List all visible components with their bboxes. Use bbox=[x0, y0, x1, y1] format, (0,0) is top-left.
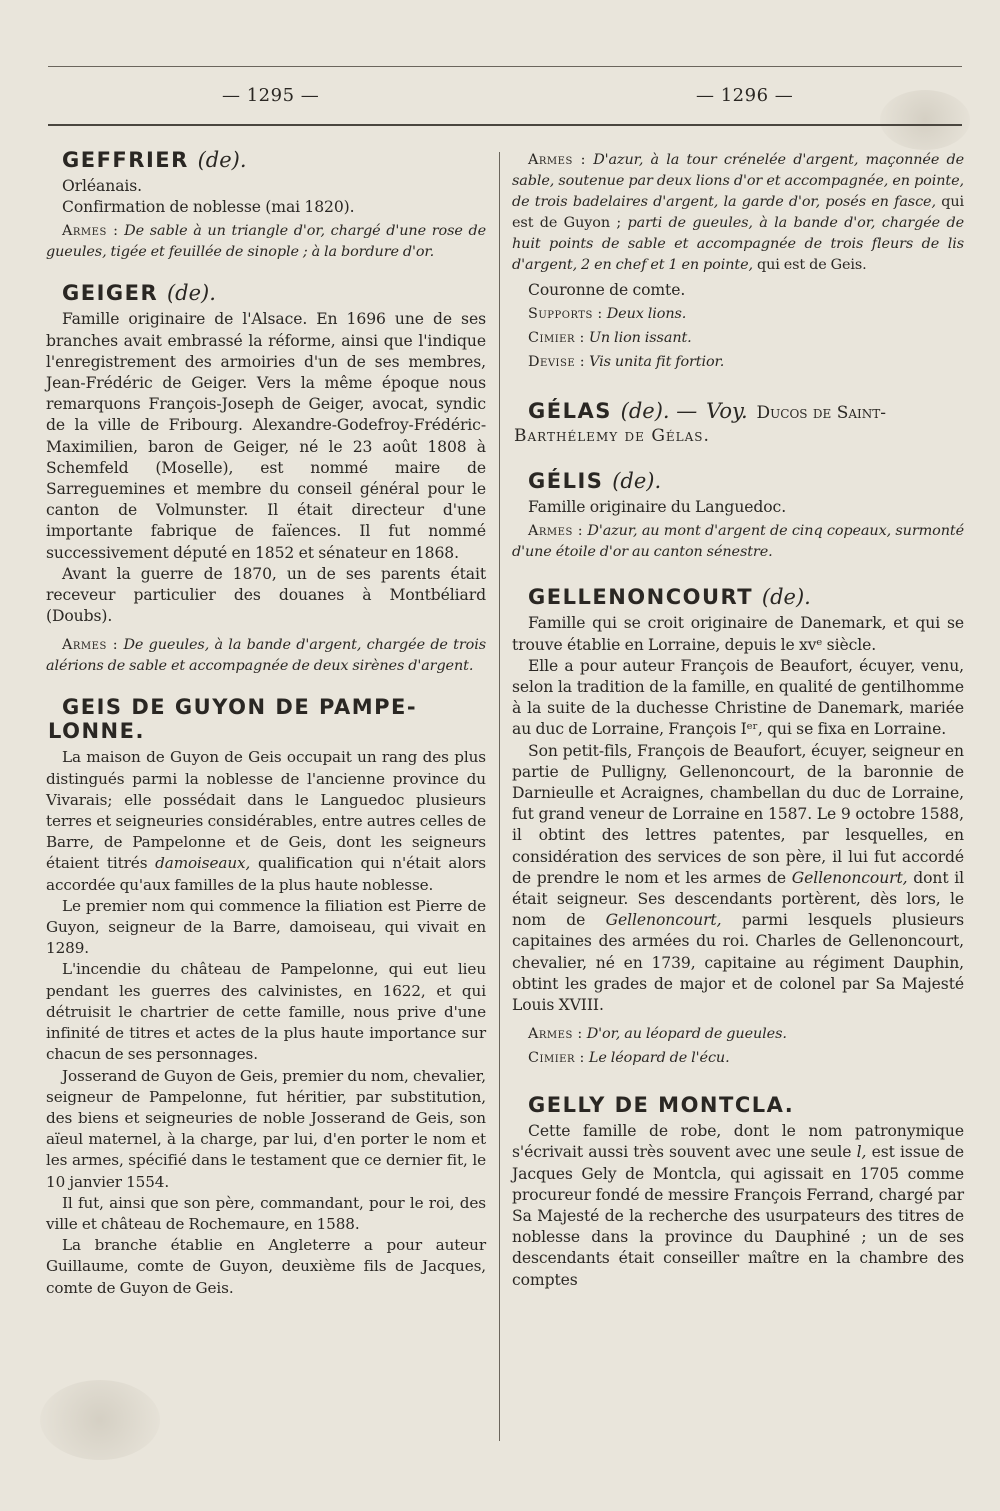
body-paragraph: La branche établie en Angleterre a pour auteur Guillaume, comte de Guyon, deuxième fils de Jacques, comte de Guyon de Geis. bbox=[46, 1236, 486, 1297]
devise-line bbox=[512, 352, 964, 373]
body-text: qualification qui n'était alors accordée qu'aux familles de la plus haute noblesse. bbox=[46, 854, 486, 894]
entry-gelas bbox=[512, 399, 964, 447]
page-number-left: — 1295 — bbox=[222, 85, 320, 106]
entry-name-line2: LONNE. bbox=[48, 719, 145, 744]
body-text: dont il était seigneur. Ses descendants portèrent, dès lors, le nom de bbox=[512, 868, 964, 930]
body-paragraph: Elle a pour auteur François de Beaufort, écuyer, venu, selon la tradition de la famille, en qualité de gentilhomme à la suite de la duchesse Christine de Danemark, mariée au duc de Lorraine, François Iᵉʳ, qui se fixa en Lorraine. bbox=[512, 656, 964, 739]
armes-paragraph bbox=[512, 521, 964, 563]
body-paragraph: Josserand de Guyon de Geis, premier du nom, chevalier, seigneur de Pampelonne, fut héritier, par substitution, des biens et seigneuries de noble Josserand de Geis, son aïeul maternel, à la charge, par lui, d'en porter le nom et les armes, spécifié dans le testament que ce dernier fit, le 10 janvier 1554. bbox=[46, 1066, 486, 1191]
entry-geis-continued bbox=[512, 150, 964, 373]
armes-text: D'or, au léopard de gueules. bbox=[586, 1026, 787, 1043]
entry-title bbox=[528, 469, 964, 493]
body-paragraph: Il fut, ainsi que son père, commandant, pour le roi, des ville et château de Rochemaure, en 1588. bbox=[46, 1193, 486, 1233]
body-italic: Gellenoncourt, bbox=[791, 868, 908, 887]
body-text: parmi lesquels plusieurs capitaines des armées du roi. Charles de Gellenoncourt, chevalier, né en 1739, capitaine au régiment Dauphin, obtint les grades de major et de colonel par Sa Majesté Louis XVIII. bbox=[512, 911, 965, 1015]
body-text: est issue de Jacques Gely de Montcla, qui agissait en 1705 comme procureur fondé de messire François Ferrand, chargé par Sa Majesté de la recherche des usurpateurs des titres de noblesse dans la province du Dauphiné ; un de ses descendants était conseiller maître en la chambre des comptes bbox=[512, 1143, 965, 1289]
entry-geis-de-guyon bbox=[46, 695, 486, 1298]
body-paragraph: Avant la guerre de 1870, un de ses parents était receveur particulier des douanes à Montbéliard (Doubs). bbox=[46, 564, 486, 626]
armes-text: parti de gueules, à la bande d'or, chargée de huit points de sable et accompagnée de trois fleurs de lis d'argent, 2 en chef et 1 en pointe, bbox=[512, 215, 964, 273]
entry-name: GÉLIS bbox=[528, 469, 604, 494]
cimier-line bbox=[512, 1048, 964, 1069]
armes-label: Armes : bbox=[62, 637, 119, 654]
entry-name-line1: GEIS DE GUYON DE PAMPE- bbox=[62, 695, 418, 720]
armes-label: Armes : bbox=[62, 223, 119, 240]
body-text: Son petit-fils, François de Beaufort, écuyer, seigneur en partie de Pulligny, Gellenoncourt, de la baronnie de Darnieulle et Acraignes, chambellan du duc de Lorraine, fut grand veneur de Lorraine en 1587. Le 9 octobre 1588, il obtint des lettres patentes, par lesquelles, en considération des services de son père, il lui fut accordé de prendre le nom et les armes de bbox=[512, 741, 964, 887]
entry-name: GELLY DE MONTCLA. bbox=[528, 1093, 795, 1118]
cross-reference: Ducos de Saint- bbox=[756, 403, 887, 424]
body-paragraph: L'incendie du château de Pampelonne, qui eut lieu pendant les guerres des calvinistes, en 1622, et qui détruisit le chartrier de cette famille, nous prive d'une infinité de titres et actes de la plus haute importance sur chacun de ses personnages. bbox=[46, 960, 486, 1064]
body-text: Cette famille de robe, dont le nom patronymique s'écrivait aussi très souvent avec une seule bbox=[512, 1122, 964, 1162]
armes-label: Armes : bbox=[528, 1026, 583, 1043]
left-column bbox=[46, 140, 486, 1299]
entry-geffrier bbox=[46, 148, 486, 263]
entry-title bbox=[528, 585, 964, 609]
body-italic: damoiseaux, bbox=[155, 854, 251, 873]
armes-text-plain: qui est de Guyon ; bbox=[512, 194, 965, 231]
entry-gellenoncourt bbox=[512, 585, 964, 1069]
entry-geiger bbox=[46, 281, 486, 677]
armes-text: D'azur, à la tour crénelée d'argent, maçonnée de sable, soutenue par deux lions d'or et accompagnée, en pointe, de trois badelaires d'argent, la garde d'or, posés en fasce, bbox=[512, 152, 964, 210]
entry-title bbox=[48, 695, 486, 743]
cimier-label: Cimier : bbox=[528, 1050, 585, 1067]
supports-label: Supports : bbox=[528, 306, 603, 323]
supports-line bbox=[512, 304, 964, 325]
devise-text: Vis unita fit fortior. bbox=[589, 354, 725, 371]
entry-name: GEIGER bbox=[62, 281, 159, 306]
body-paragraph: Famille qui se croit originaire de Danemark, et qui se trouve établie en Lorraine, depuis le xvᵉ siècle. bbox=[512, 614, 964, 654]
couronne-line: Couronne de comte. bbox=[528, 281, 686, 299]
entry-name: GEFFRIER bbox=[62, 148, 189, 172]
entry-name: GÉLAS bbox=[528, 399, 612, 424]
armes-paragraph bbox=[512, 1024, 964, 1045]
entry-particle: (de). bbox=[197, 148, 247, 172]
paper-stain bbox=[40, 1380, 160, 1460]
entry-particle: (de). — bbox=[620, 399, 698, 424]
entry-title bbox=[528, 1093, 964, 1117]
entry-line: Orléanais. bbox=[62, 177, 143, 195]
body-paragraph: Famille originaire de l'Alsace. En 1696 une de ses branches avait embrassé la réforme, ainsi que l'indique l'enregistrement des armoiries d'un de ses membres, Jean-Frédéric de Geiger. Vers la même époque nous remarquons François-Joseph de Geiger, avocat, syndic de la ville de Fribourg. Alexandre-Godefroy-Frédéric-Maximilien, baron de Geiger, né le 23 août 1808 à Schemfeld (Moselle), est nommé maire de Sarreguemines et membre du conseil général pour le canton de Volmunster. Il était directeur d'une importante fabrique de faïences. Il fut nommé successivement député en 1852 et sénateur en 1868. bbox=[46, 310, 486, 562]
body-paragraph bbox=[512, 1121, 964, 1291]
body-text: La maison de Guyon de Geis occupait un rang des plus distingués parmi la noblesse de l'ancienne province du Vivarais; elle possédait dans le Languedoc plusieurs terres et seigneuries considérables, entre autres celles de Barre, de Pampelonne et de Geis, dont les seigneurs étaient titrés bbox=[46, 748, 486, 873]
armes-text: D'azur, au mont d'argent de cinq copeaux, surmonté d'une étoile d'or au canton sénestre. bbox=[512, 523, 965, 561]
entry-gelly-de-montcla bbox=[512, 1093, 964, 1291]
entry-line: Confirmation de noblesse (mai 1820). bbox=[62, 198, 355, 217]
armes-paragraph bbox=[46, 221, 486, 263]
cross-reference-cont: Barthélemy de Gélas. bbox=[514, 426, 710, 447]
body-italic: l, bbox=[856, 1143, 867, 1162]
cimier-label: Cimier : bbox=[528, 330, 585, 347]
armes-text-plain: qui est de Geis. bbox=[756, 257, 867, 273]
entry-title bbox=[62, 281, 486, 305]
right-column bbox=[512, 140, 964, 1291]
entry-title bbox=[528, 399, 964, 425]
supports-text: Deux lions. bbox=[606, 306, 687, 323]
body-paragraph bbox=[512, 741, 964, 1017]
entry-particle: (de). bbox=[612, 469, 662, 494]
page-number-right: — 1296 — bbox=[696, 85, 794, 106]
armes-label: Armes : bbox=[528, 523, 584, 540]
cimier-text: Le léopard de l'écu. bbox=[588, 1050, 730, 1067]
body-paragraph: Le premier nom qui commence la filiation est Pierre de Guyon, seigneur de la Barre, damoiseau, qui vivait en 1289. bbox=[46, 896, 486, 958]
armes-label: Armes : bbox=[528, 152, 586, 168]
entry-title bbox=[62, 148, 486, 172]
top-rule bbox=[48, 66, 962, 67]
header-rule bbox=[48, 124, 962, 126]
entry-name: GELLENONCOURT bbox=[528, 585, 754, 610]
devise-label: Devise : bbox=[528, 354, 586, 371]
body-italic: Gellenoncourt, bbox=[605, 911, 722, 930]
armes-paragraph bbox=[512, 150, 964, 276]
cimier-line bbox=[512, 328, 964, 349]
armes-paragraph bbox=[46, 635, 486, 677]
body-paragraph: Famille originaire du Languedoc. bbox=[528, 498, 787, 517]
voy-reference: Voy. bbox=[706, 399, 748, 424]
entry-gelis bbox=[512, 469, 964, 563]
armes-text: De gueules, à la bande d'argent, chargée de trois alérions de sable et accompagnée de deux sirènes d'argent. bbox=[46, 637, 486, 675]
armes-text: De sable à un triangle d'or, chargé d'une rose de gueules, tigée et feuillée de sinople ; à la bordure d'or. bbox=[46, 223, 486, 261]
body-paragraph bbox=[46, 747, 486, 895]
column-divider bbox=[499, 152, 500, 1441]
cimier-text: Un lion issant. bbox=[588, 330, 692, 347]
entry-particle: (de). bbox=[166, 281, 216, 306]
entry-particle: (de). bbox=[761, 585, 811, 610]
